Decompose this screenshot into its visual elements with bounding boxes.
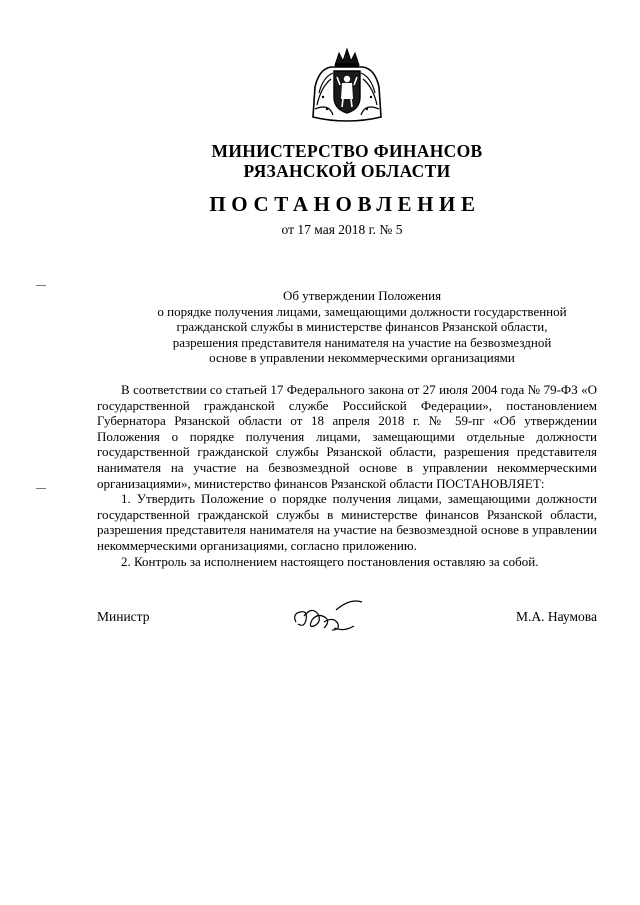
title-line: Об утверждении Положения <box>282 288 442 303</box>
margin-mark <box>36 488 46 489</box>
item-1-paragraph: 1. Утвердить Положение о порядке получения лицами, замещающими должности государственной гражданской службы в министерстве финансов Рязанской области, разрешения представителя нанимателя на участие на безвозмездной основе в управлении некоммерческими организациями, согласно приложению. <box>97 491 597 553</box>
title-line: о порядке получения лицами, замещающими должности государственной <box>157 303 567 319</box>
resolution-body <box>97 382 597 569</box>
handwritten-signature-icon <box>290 592 370 636</box>
title-line: основе в управлении некоммерческими организациями <box>209 350 515 365</box>
resolution-title <box>124 288 600 366</box>
signatory-position: Министр <box>97 609 150 624</box>
item-2-paragraph: 2. Контроль за исполнением настоящего постановления оставляю за собой. <box>121 553 539 569</box>
ministry-name-line1: МИНИСТЕРСТВО ФИНАНСОВ <box>211 141 483 161</box>
coat-of-arms-icon <box>309 47 385 123</box>
ministry-name-line2: РЯЗАНСКОЙ ОБЛАСТИ <box>243 161 451 181</box>
preamble-paragraph: В соответствии со статьей 17 Федерального закона от 27 июля 2004 года № 79-ФЗ «О государственной гражданской службе Российской Федерации», постановлением Губернатора Рязанской области от 18 апреля 2018 г. № 59-пг «Об утверждении Положения о порядке получения лицами, замещающими отдельные должности государственной гражданской службы Рязанской области, разрешения представителя нанимателя на участие на безвозмездной основе в управлении некоммерческими организациями», министерство финансов Рязанской области ПОСТАНОВЛЯЕТ: <box>97 382 597 491</box>
margin-mark <box>36 285 46 286</box>
signatory-name: М.А. Наумова <box>516 609 597 624</box>
title-line: гражданской службы в министерстве финансов Рязанской области, <box>176 319 548 334</box>
title-line: разрешения представителя нанимателя на участие на безвозмездной <box>172 334 552 350</box>
document-type-heading: ПОСТАНОВЛЕНИЕ <box>209 192 481 216</box>
date-number-line: от 17 мая 2018 г. № 5 <box>281 222 403 237</box>
